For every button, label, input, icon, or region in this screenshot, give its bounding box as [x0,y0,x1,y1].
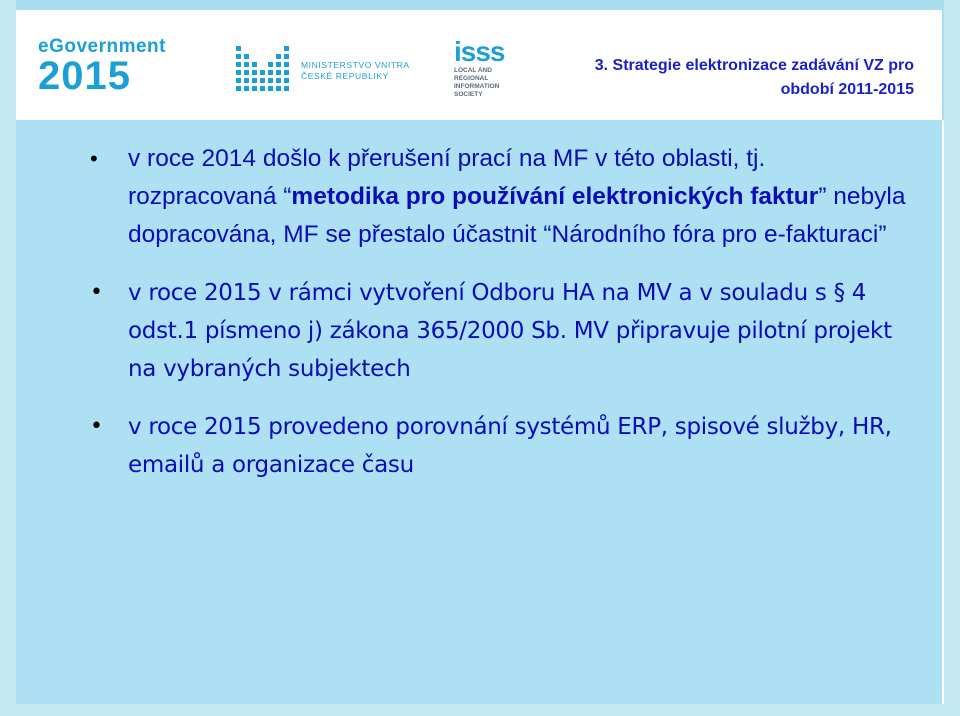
frame-left [0,0,16,716]
bullet-dot-icon: • [90,280,103,305]
bullet-item [90,140,920,254]
slide-title [574,54,914,102]
isss-logo [454,38,522,99]
egovernment-logo [38,36,166,96]
bullet-dot-icon: • [90,414,103,439]
bullet-text-bold: metodika pro používání elektronických faktur [291,183,819,210]
frame-bottom [0,704,960,716]
slide-title-line2: období 2011-2015 [780,81,914,98]
ministry-name-line2: ČESKÉ REPUBLIKY [301,71,389,81]
isss-subtitle-line1: LOCAL AND REGIONAL [454,67,492,82]
bullet-text: v roce 2015 v rámci vytvoření Odboru HA na MV a v souladu s § 4 odst.1 písmeno j) zákona 365/2000 Sb. MV připravuje pilotní projekt na vybraných subjektech [128,280,892,382]
isss-logo-word: isss [454,36,505,67]
bullet-text-part: v roce 2014 došlo k přerušení prací na MF v této oblasti, tj. rozpracovaná “ [128,145,766,210]
bullet-text-part: ” nebyla dopracována, MF se přestalo účastnit “Národního fóra pro e-fakturaci” [128,183,906,248]
isss-logo-subtitle [454,67,522,99]
frame-right [944,0,960,716]
slide-header [16,10,942,120]
egovernment-logo-word: eGovernment [38,36,166,57]
isss-subtitle-line2: INFORMATION SOCIETY [454,83,500,98]
bullet-item [90,408,920,484]
ministry-name-line1: MINISTERSTVO VNITRA [301,60,410,70]
bullet-text: v roce 2015 provedeno porovnání systémů ERP, spisové služby, HR, emailů a organizace času [128,414,892,478]
bullet-list [90,140,920,484]
ministry-logo-icon [234,44,294,96]
bullet-dot-icon: • [90,146,98,171]
slide-title-line1: 3. Strategie elektronizace zadávání VZ pro [594,57,914,74]
ministry-logo-text [301,60,410,82]
bullet-item [90,274,920,388]
egovernment-logo-year: 2015 [38,54,131,98]
